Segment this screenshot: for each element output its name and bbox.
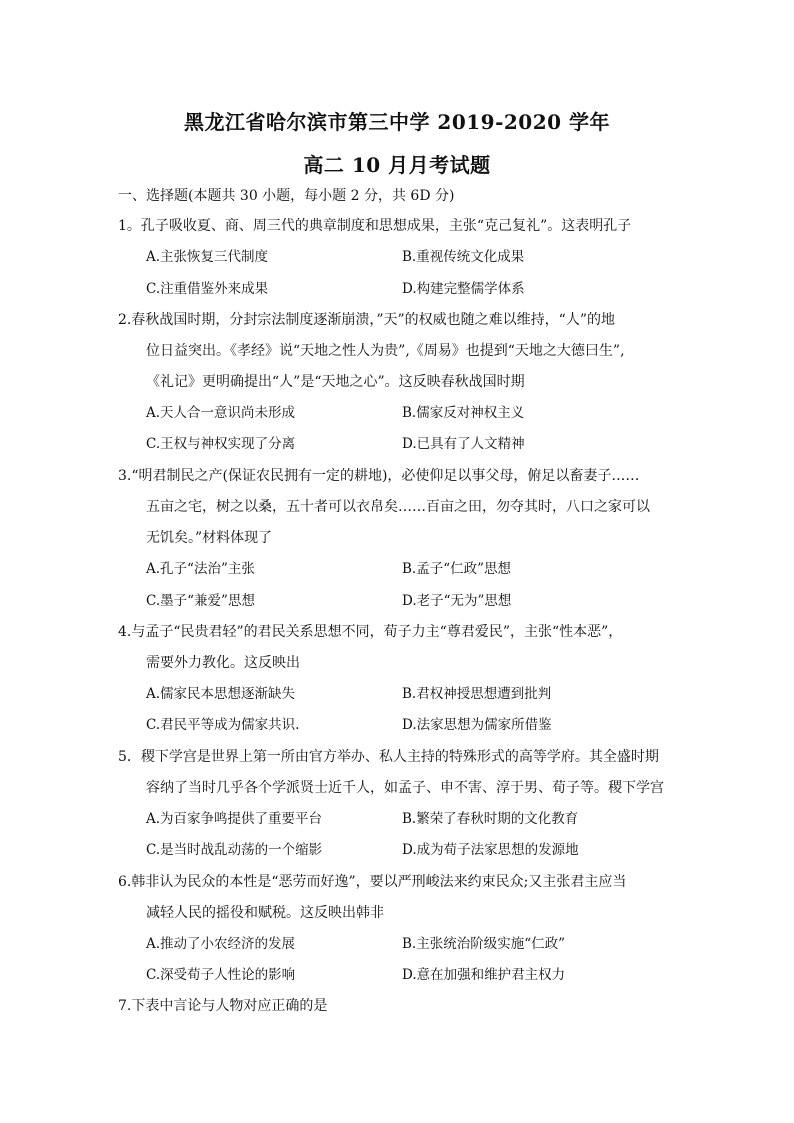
question-1-stem: 1。孔子吸收夏、商、周三代的典章制度和思想成果，主张“克己复礼”。这表明孔子 bbox=[118, 218, 632, 234]
q5-option-c: C.是当时战乱动荡的一个缩影 bbox=[146, 842, 323, 858]
q3-option-c: C.墨子“兼爱”思想 bbox=[146, 593, 255, 609]
q1-option-a: A.主张恢复三代制度 bbox=[146, 249, 269, 265]
question-5-stem-line2: 容纳了当时几乎各个学派贤士近千人，如孟子、申不害、淳于男、荀子等。稷下学宫 bbox=[146, 780, 664, 796]
q4-option-a: A.儒家民本思想逐渐缺失 bbox=[146, 686, 296, 702]
q6-option-b: B.主张统治阶级实施“仁政” bbox=[402, 936, 566, 952]
exam-title-line1: 黑龙江省哈尔滨市第三中学 2019-2020 学年 bbox=[183, 110, 611, 134]
section-heading: 一、选择题(本题共 30 小题，每小题 2 分，共 6D 分) bbox=[118, 188, 455, 204]
q2-option-c: C.王权与神权实现了分离 bbox=[146, 436, 296, 452]
question-7-stem: 7.下表中言论与人物对应正确的是 bbox=[118, 998, 328, 1014]
question-2-stem-line3: 《礼记》更明确提出“人”是“天地之心”。这反映春秋战国时期 bbox=[146, 374, 525, 390]
q3-option-d: D.老子“无为”思想 bbox=[402, 593, 512, 609]
question-5-stem-line1: 5．稷下学宫是世界上第一所由官方举办、私人主持的特殊形式的高等学府。其全盛时期 bbox=[118, 749, 659, 765]
q4-option-b: B.君权神授思想遭到批判 bbox=[402, 686, 552, 702]
q3-option-a: A.孔子“法治”主张 bbox=[146, 561, 255, 577]
q1-option-c: C.注重借鉴外来成果 bbox=[146, 281, 269, 297]
question-6-stem-line2: 减轻人民的摇役和赋税。这反映出韩非 bbox=[146, 905, 384, 921]
question-2-stem-line1: 2.春秋战国时期，分封宗法制度逐渐崩溃，”天”的权威也随之难以维持，“人”的地 bbox=[118, 312, 615, 328]
q4-option-d: D.法家思想为儒家所借鉴 bbox=[402, 717, 552, 733]
q3-option-b: B.孟子“仁政”思想 bbox=[402, 561, 512, 577]
q2-option-b: B.儒家反对神权主义 bbox=[402, 405, 525, 421]
q5-option-b: B.繁荣了春秋时期的文化教育 bbox=[402, 811, 579, 827]
q6-option-c: C.深受荀子人性论的影响 bbox=[146, 967, 296, 983]
exam-title-line2: 高二 10 月月考试题 bbox=[303, 153, 491, 177]
q1-option-b: B.重视传统文化成果 bbox=[402, 249, 525, 265]
question-6-stem-line1: 6.韩非认为民众的本性是“恶劳而好逸”，要以严刑峻法来约束民众;又主张君主应当 bbox=[118, 874, 627, 890]
q2-option-a: A.天人合一意识尚未形成 bbox=[146, 405, 296, 421]
question-4-stem-line2: 需要外力教化。这反映出 bbox=[146, 655, 300, 671]
q6-option-a: A.推动了小农经济的发展 bbox=[146, 936, 296, 952]
question-2-stem-line2: 位日益突出。《孝经》说“天地之性人为贵”,《周易》也提到“天地之大德曰生”, bbox=[146, 343, 625, 359]
q5-option-d: D.成为荀子法家思想的发源地 bbox=[402, 842, 579, 858]
question-3-stem-line3: 无饥矣。”材料体现了 bbox=[146, 530, 273, 546]
question-3-stem-line1: 3.“明君制民之产(保证农民拥有一定的耕地)，必使仰足以事父母，俯足以畜妻子…… bbox=[118, 468, 640, 484]
question-4-stem-line1: 4.与孟子“民贵君轻”的君民关系思想不同，荀子力主“尊君爱民”，主张“性本恶”， bbox=[118, 624, 623, 640]
q1-option-d: D.构建完整儒学体系 bbox=[402, 281, 525, 297]
q5-option-a: A.为百家争鸣提供了重要平台 bbox=[146, 811, 323, 827]
q6-option-d: D.意在加强和维护君主权力 bbox=[402, 967, 566, 983]
q4-option-c: C.君民平等成为儒家共识. bbox=[146, 717, 300, 733]
q2-option-d: D.已具有了人文精神 bbox=[402, 436, 525, 452]
question-3-stem-line2: 五亩之宅，树之以桑，五十者可以衣帛矣……百亩之田，勿夺其时，八口之家可以 bbox=[146, 499, 650, 515]
